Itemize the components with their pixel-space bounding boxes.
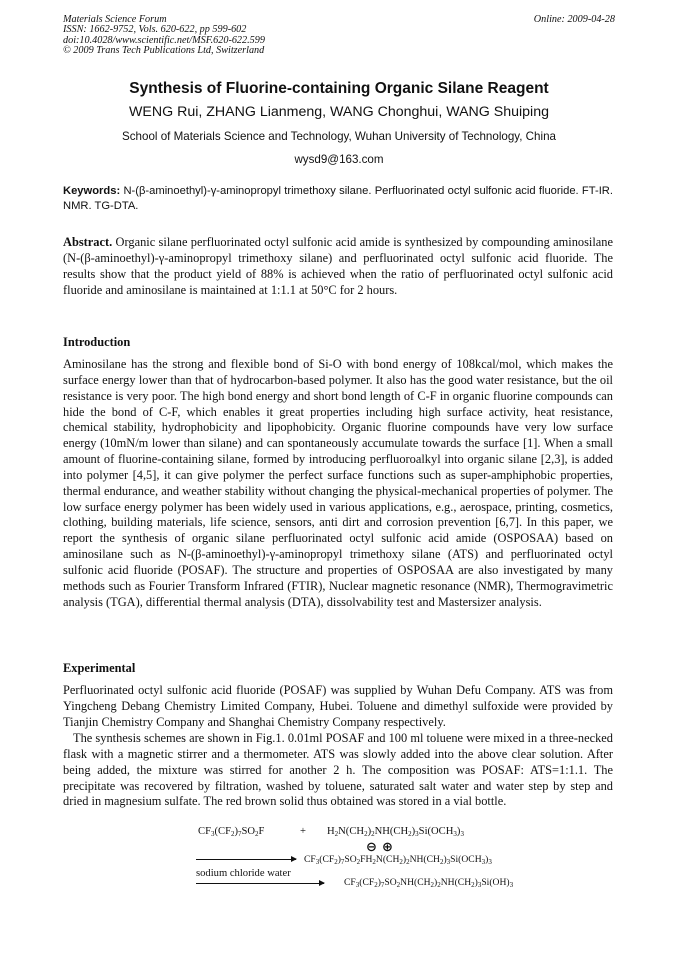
arrow-condition-label: sodium chloride water — [196, 868, 291, 879]
journal-name: Materials Science Forum — [63, 14, 167, 25]
negative-charge-icon: ⊖ — [366, 840, 377, 855]
keywords-block — [63, 184, 613, 214]
reactant-posaf-formula: $CF_3(CF_2)_7SO_2F$ — [198, 826, 265, 838]
keywords-text: N-(β-aminoethyl)-γ-aminopropyl trimethoxy silane. Perfluorinated octyl sulfonic acid fluoride. FT-IR. NMR. TG-DTA. — [63, 185, 613, 212]
contact-email: wysd9@163.com — [294, 153, 384, 166]
author-list: WENG Rui, ZHANG Lianmeng, WANG Chonghui, WANG Shuiping — [129, 104, 549, 120]
experimental-heading: Experimental — [63, 661, 136, 675]
reaction-arrow-2 — [196, 883, 324, 884]
introduction-paragraph: Aminosilane has the strong and flexible bond of Si-O with bond energy of 108kcal/mol, which makes the surface energy lower than that of hydrocarbon-based polymer. It also has the good water resistance, but the oil resistance is very poor. The high bond energy and short bond length of C-F in organic fluorine compounds can hide the bond of C-F, which enables it great properties including high surface activity, heat resistance, chemical stability, hydrophobicity and lipophobicity. Organic fluorine compounds have very low surface energy (10mN/m lower than silane) and can spontaneously accumulate towards the surface [1]. When a small amount of fluorine-containing silane, formed by introducing perfluoroalkyl into organic silane [2,3], is added into polymer [4,5], it can give polymer the perfect surface functions such as super-amphiphobic properties, thermal endurance, and weather stability without changing the physical-mechanical properties of polymer. The low surface energy polymer has been widely used in various applications, e.g., aerospace, printing, cosmetics, clothing, building materials, life science, sensors, anti dirt and corrosion prevention [6,7]. In this paper, we report the synthesis of organic silane perfluorinated octyl sulfonic acid amide (OSPOSAA) based on aminosilane such as N-(β-aminoethyl)-γ-aminopropyl trimethoxy silane (ATS) and perfluorinated octyl sulfonic acid fluoride (POSAF). The structure and properties of OSPOSAA are also investigated by many methods such as Fourier Transform Infrared (FTIR), Nuclear magnetic resonance (NMR), Thermogravimetric analysis (TGA), differential thermal analysis (DTA), dissolvability test and Mastersizer analysis. — [63, 357, 613, 609]
issn-line: ISSN: 1662-9752, Vols. 620-622, pp 599-602 — [63, 24, 247, 36]
online-date: Online: 2009-04-28 — [533, 14, 615, 25]
experimental-paragraph-2: The synthesis schemes are shown in Fig.1. 0.01ml POSAF and 100 ml toluene were mixed in a three-necked flask with a magnetic stirrer and a thermometer. ATS was slowly added into the above clear solution. After being added, the mixture was stirred for another 2 h. The composition was POSAF: ATS=1:1.1. The precipitate was recovered by filtration, washed by toluene, saturated salt water and water step by step and dried in magnesium sulfate. The red brown solid thus obtained was stored in a vial bottle. — [63, 731, 613, 809]
positive-charge-icon: ⊕ — [382, 840, 393, 855]
abstract-label: Abstract. — [63, 235, 113, 249]
abstract-paragraph — [63, 235, 613, 298]
paper-title: Synthesis of Fluorine-containing Organic Silane Reagent — [129, 80, 549, 97]
copyright-line: © 2009 Trans Tech Publications Ltd, Switzerland — [63, 44, 265, 56]
reactant-ats-formula: $H_2N(CH_2)_2NH(CH_2)_3Si(OCH_3)_3$ — [327, 826, 464, 838]
plus-sign: + — [300, 826, 306, 837]
experimental-paragraph-1: Perfluorinated octyl sulfonic acid fluoride (POSAF) was supplied by Wuhan Defu Company. ATS was from Yingcheng Debang Chemistry Limited Company, Hubei. Toluene and dimethyl sulfoxide were provided by Tianjin Chemistry Company and Shanghai Chemistry Company respectively. — [63, 683, 613, 729]
affiliation: School of Materials Science and Technology, Wuhan University of Technology, China — [122, 130, 556, 143]
product-formula: $CF_3(CF_2)_7SO_2NH(CH_2)_2NH(CH_2)_3Si(OH)_3$ — [344, 877, 514, 889]
running-header — [63, 15, 615, 56]
reaction-arrow-1 — [196, 859, 296, 860]
doi-line: doi:10.4028/www.scientific.net/MSF.620-622.599 — [63, 34, 265, 46]
keywords-label: Keywords: — [63, 185, 121, 197]
introduction-heading: Introduction — [63, 335, 131, 349]
intermediate-formula: $CF_3(CF_2)_7SO_2FH_2N(CH_2)_2NH(CH_2)_3Si(OCH_3)_3$ — [304, 854, 492, 866]
abstract-text: Organic silane perfluorinated octyl sulfonic acid amide is synthesized by compounding aminosilane (N-(β-aminoethyl)-γ-aminopropyl trimethoxy silane) and perfluorinated octyl sulfonic acid fluoride. The results show that the product yield of 88% is achieved when the ratio of perfluorinated octyl sulfonic acid fluoride and aminosilane is maintained at 1:1.1 at 50°C for 2 hours. — [63, 235, 613, 297]
